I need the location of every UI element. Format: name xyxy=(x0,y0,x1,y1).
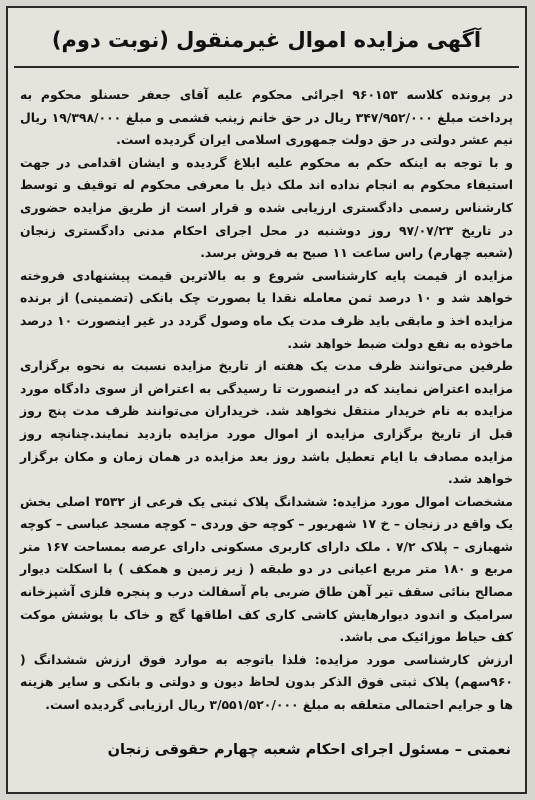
paragraph-case: در پرونده کلاسه ۹۶۰۱۵۳ اجرائی محکوم علیه آقای جعفر حسنلو محکوم به پرداخت مبلغ ۳۴۷/۹۵۲/۰۰۰ ریال در حق خانم زینب قشمی و مبلغ ۱۹/۳۹۸/۰۰۰ ریال نیم عشر دولتی در حق دولت جمهوری اسلامی ایران گردیده است. xyxy=(20,87,513,148)
signature: نعمتی – مسئول اجرای احکام شعبه چهارم حقوقی زنجان xyxy=(107,742,511,758)
notice-title: آگهی مزایده اموال غیرمنقول (نوبت دوم) xyxy=(51,28,482,52)
notice-body xyxy=(20,84,513,717)
paragraph-property-specs: مشخصات اموال مورد مزایده: ششدانگ پلاک ثبتی یک فرعی از ۳۵۳۲ اصلی بخش یک واقع در زنجان – خ ۱۷ شهریور – کوچه حق وردی – کوچه مسجد عباسی – کوچه شهبازی – پلاک ۷/۲ . ملک دارای کاربری مسکونی دارای عرصه بمساحت ۱۶۷ متر مربع و ۱۸۰ متر مربع اعیانی در دو طبقه ( زیر زمین و همکف ) با اسکلت دیوار مصالح بنائی سقف تیر آهن طاق ضربی بام آسفالت درب و پنجره فلزی آشپزخانه سرامیک و اندود دیوارهایش کاشی کاری کف اطاقها گچ و خاک با پوشش موکت کف حیاط موزائیک می باشد. xyxy=(20,493,514,645)
paragraph-objection: طرفین می‌توانند ظرف مدت یک هفته از تاریخ مزایده نسبت به نحوه برگزاری مزایده اعتراض نمایند که در اینصورت تا رسیدگی به اعتراض از سوی دادگاه مورد مزایده به نام خریدار منتقل نخواهد شد. خریداران می‌توانند ظرف مدت پنج روز قبل از تاریخ برگزاری مزایده از اموال مورد مزایده بازدید نمایند.چنانچه روز مزایده مصادف با ایام تعطیل باشد روز بعد مزایده در همان زمان و مکان برگزار خواهد شد. xyxy=(20,358,513,487)
title-box xyxy=(14,14,519,68)
paragraph-auction-date: و با توجه به اینکه حکم به محکوم علیه ابلاغ گردیده و ایشان اقدامی در جهت استیفاء محکوم به انجام نداده اند ملک ذیل با معرفی محکوم له توقیف و توسط کارشناس رسمی دادگستری ارزیابی شده و قرار است از طریق مزایده حضوری در تاریخ ۹۷/۰۷/۲۳ روز دوشنبه در محل اجرای احکام مدنی دادگستری زنجان (شعبه چهارم) راس ساعت ۱۱ صبح به فروش برسد. xyxy=(20,154,513,261)
notice-sheet xyxy=(6,6,527,794)
paragraph-valuation: ارزش کارشناسی مورد مزایده: فلذا باتوجه به موارد فوق ارزش ششدانگ ( ۹۶۰سهم) پلاک ثبتی فوق الذکر بدون لحاظ دیون و دولتی و بانکی و سایر هزینه ها و جرایم احتمالی متعلقه به مبلغ ۳/۵۵۱/۵۲۰/۰۰۰ ریال ارزیابی گردیده است. xyxy=(20,651,513,713)
paragraph-terms: مزایده از قیمت پایه کارشناسی شروع و به بالاترین قیمت پیشنهادی فروخته خواهد شد و ۱۰ درصد ثمن معامله نقدا یا بصورت چک بانکی (تضمینی) از برنده مزایده اخذ و مابقی باید ظرف مدت یک ماه وصول گردد در غیر اینصورت ۱۰ درصد ماخوذه به نفع دولت ضبط خواهد شد. xyxy=(20,267,513,351)
